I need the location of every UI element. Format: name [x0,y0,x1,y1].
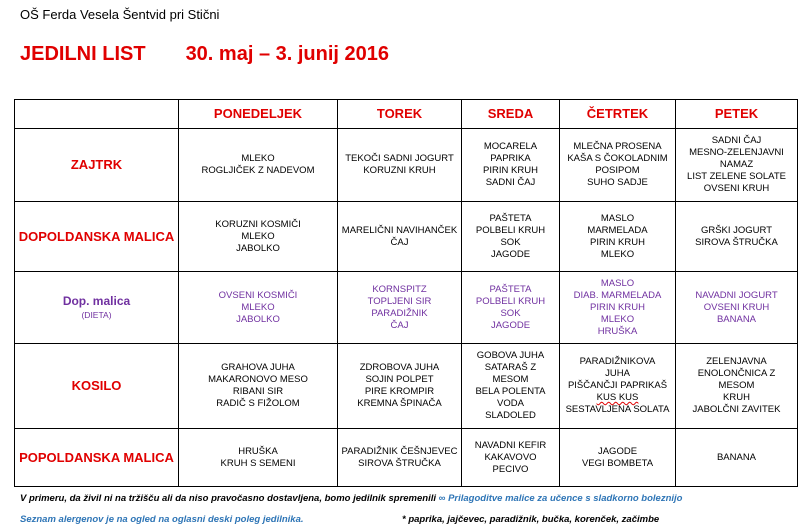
menu-item: KAŠA S ČOKOLADNIM [567,153,668,164]
menu-item: NAVADNI KEFIR [474,439,547,451]
menu-item: ENOLONČNICA Z [697,368,776,379]
day-header: TOREK [338,100,462,129]
menu-item: JUHA [605,368,630,379]
menu-item: JABOLKO [236,313,280,325]
menu-item: JAGODE [597,445,638,457]
menu-item: MASLO [600,277,635,289]
menu-item: MLEKO [241,230,275,242]
menu-item: ZDROBOVA JUHA [359,362,440,373]
menu-item: KREMNA ŠPINAČA [357,398,442,409]
menu-item: PARADIŽNIK [371,307,428,319]
menu-item: MLEKO [600,313,635,325]
menu-item: SATARAŠ Z [484,362,537,373]
menu-item: ČAJ [390,236,409,248]
menu-item: KORUZNI KOSMIČI [215,218,301,230]
menu-item: JABOLČNI ZAVITEK [692,404,781,415]
menu-item: KORUZNI KRUH [363,165,436,176]
menu-item: PARADIŽNIKOVA [579,356,656,367]
menu-item: JAGODE [490,319,531,331]
menu-item: NAVADNI JOGURT [695,289,778,301]
meal-label: ZAJTRK [15,129,179,202]
menu-item: GOBOVA JUHA [476,350,545,361]
menu-item: ZELENJAVNA [706,356,767,367]
menu-table [14,99,798,487]
menu-item: LIST ZELENE SOLATE [687,171,786,182]
menu-item: PIRIN KRUH [590,236,645,248]
day-header: ČETRTEK [560,100,676,129]
days-header-row [15,100,798,129]
footer-diabetes-note: ∞ Prilagoditve malice za učence s sladkorno boleznijo [438,493,683,504]
meal-row-kosilo [15,344,798,429]
menu-item: PAŠTETA [489,212,532,224]
meal-label: DOPOLDANSKA MALICA [15,202,179,272]
day-header: SREDA [462,100,560,129]
menu-cell [462,429,560,487]
menu-item: SUHO SADJE [587,177,648,188]
menu-item: PIŠČANČJI PAPRIKAŠ [567,380,668,391]
menu-item: PIRIN KRUH [483,165,538,176]
menu-item: KUS KUS [596,392,639,403]
menu-cell [462,272,560,344]
menu-item: PECIVO [492,463,529,475]
menu-cell [560,272,676,344]
meal-row-popoldanska [15,429,798,487]
menu-item: MESNO-ZELENJAVNI [689,147,784,158]
menu-item: KRUH S SEMENI [220,457,296,469]
meal-row-dopoldanska [15,202,798,272]
day-header: PETEK [676,100,798,129]
footer-ingredients-note: * paprika, jajčevec, paradižnik, bučka, korenček, začimbe [402,514,660,525]
menu-item: SESTAVLJENA SOLATA [565,404,670,415]
menu-cell [462,344,560,429]
menu-item: OVSENI KOSMIČI [218,289,298,301]
menu-item: SLADOLED [485,410,536,421]
diet-sublabel: (DIETA) [81,309,112,320]
menu-cell [676,202,798,272]
menu-item: VEGI BOMBETA [581,457,654,469]
menu-item: SOK [500,236,521,248]
menu-cell [338,202,462,272]
menu-item: PIRE KROMPIR [364,386,435,397]
menu-cell [560,202,676,272]
menu-item: PAPRIKA [490,153,531,164]
menu-item: MESOM [492,374,529,385]
corner-cell [15,100,179,129]
menu-item: SOJIN POLPET [365,374,434,385]
footer-note-text: V primeru, da živil ni na tržišču ali da niso pravočasno dostavljena, bomo jedilnik spremenili [20,493,437,504]
menu-item: TOPLJENI SIR [367,295,432,307]
menu-item: NAMAZ [719,159,754,170]
menu-cell [338,429,462,487]
menu-cell [179,429,338,487]
menu-cell [179,344,338,429]
menu-item: MOCARELA [483,141,538,152]
meal-label: POPOLDANSKA MALICA [15,429,179,487]
menu-item: KAKAVOVO [484,451,537,463]
menu-item: DIAB. MARMELADA [573,289,662,301]
meal-row-zajtrk [15,129,798,202]
menu-title: JEDILNI LIST [20,43,146,65]
menu-item: VODA [497,398,524,409]
day-header: PONEDELJEK [179,100,338,129]
menu-cell [676,344,798,429]
menu-item: PIRIN KRUH [590,301,645,313]
menu-item: MLEKO [241,301,275,313]
menu-item: MAKARONOVO MESO [208,374,308,385]
menu-item: KORNSPITZ [372,283,427,295]
menu-cell [338,272,462,344]
menu-item: PARADIŽNIK ČEŠNJEVEC [341,445,458,457]
menu-item: HRUŠKA [597,325,638,337]
menu-item: GRŠKI JOGURT [700,224,773,236]
menu-item: SADNI ČAJ [711,135,762,146]
footer-allergens-note: Seznam alergenov je na ogled na oglasni deski poleg jedilnika. [20,514,304,525]
meal-label-diet [15,272,179,344]
menu-item: PAŠTETA [489,283,532,295]
menu-cell [179,129,338,202]
menu-item: OVSENI KRUH [703,183,770,194]
page-title [20,43,389,66]
menu-item: SIROVA ŠTRUČKA [695,236,778,248]
menu-item: ROGLJIČEK Z NADEVOM [201,165,315,176]
menu-item: MARELIČNI NAVIHANČEK [341,224,458,236]
menu-item: SADNI ČAJ [485,177,536,188]
menu-item: SOK [500,307,521,319]
menu-item: JABOLKO [236,242,280,254]
menu-item: BANANA [716,313,757,325]
menu-item: BANANA [716,451,757,463]
menu-item: MLEKO [241,153,275,164]
menu-item: KRUH [723,392,750,403]
meal-row-dieta [15,272,798,344]
menu-cell [179,202,338,272]
menu-item: OVSENI KRUH [703,301,770,313]
menu-cell [560,129,676,202]
menu-item: TEKOČI SADNI JOGURT [345,153,454,164]
menu-item: RIBANI SIR [232,386,284,397]
menu-item: RADIČ S FIŽOLOM [216,398,300,409]
menu-item: SIROVA ŠTRUČKA [358,457,441,469]
menu-item: MLEČNA PROSENA [573,141,662,152]
menu-item: MLEKO [600,248,635,260]
meal-label: KOSILO [15,344,179,429]
menu-cell [676,429,798,487]
menu-item: MASLO [600,212,635,224]
menu-item: MESOM [718,380,755,391]
date-range: 30. maj – 3. junij 2016 [185,43,390,65]
menu-item: BELA POLENTA [475,386,546,397]
menu-cell [676,129,798,202]
menu-item: ČAJ [390,319,409,331]
menu-cell [338,344,462,429]
menu-item: POLBELI KRUH [475,224,546,236]
meal-label: Dop. malica [62,293,131,308]
menu-item: POSIPOM [595,165,640,176]
menu-cell [462,129,560,202]
school-name: OŠ Ferda Vesela Šentvid pri Stični [20,7,220,22]
footer-note-changes [20,493,682,504]
menu-cell [462,202,560,272]
menu-item: GRAHOVA JUHA [221,362,295,373]
menu-cell [179,272,338,344]
menu-item: MARMELADA [587,224,648,236]
menu-cell [338,129,462,202]
menu-item: HRUŠKA [238,445,278,457]
menu-item: JAGODE [490,248,531,260]
menu-cell [560,344,676,429]
menu-cell [676,272,798,344]
menu-cell [560,429,676,487]
menu-item: POLBELI KRUH [475,295,546,307]
